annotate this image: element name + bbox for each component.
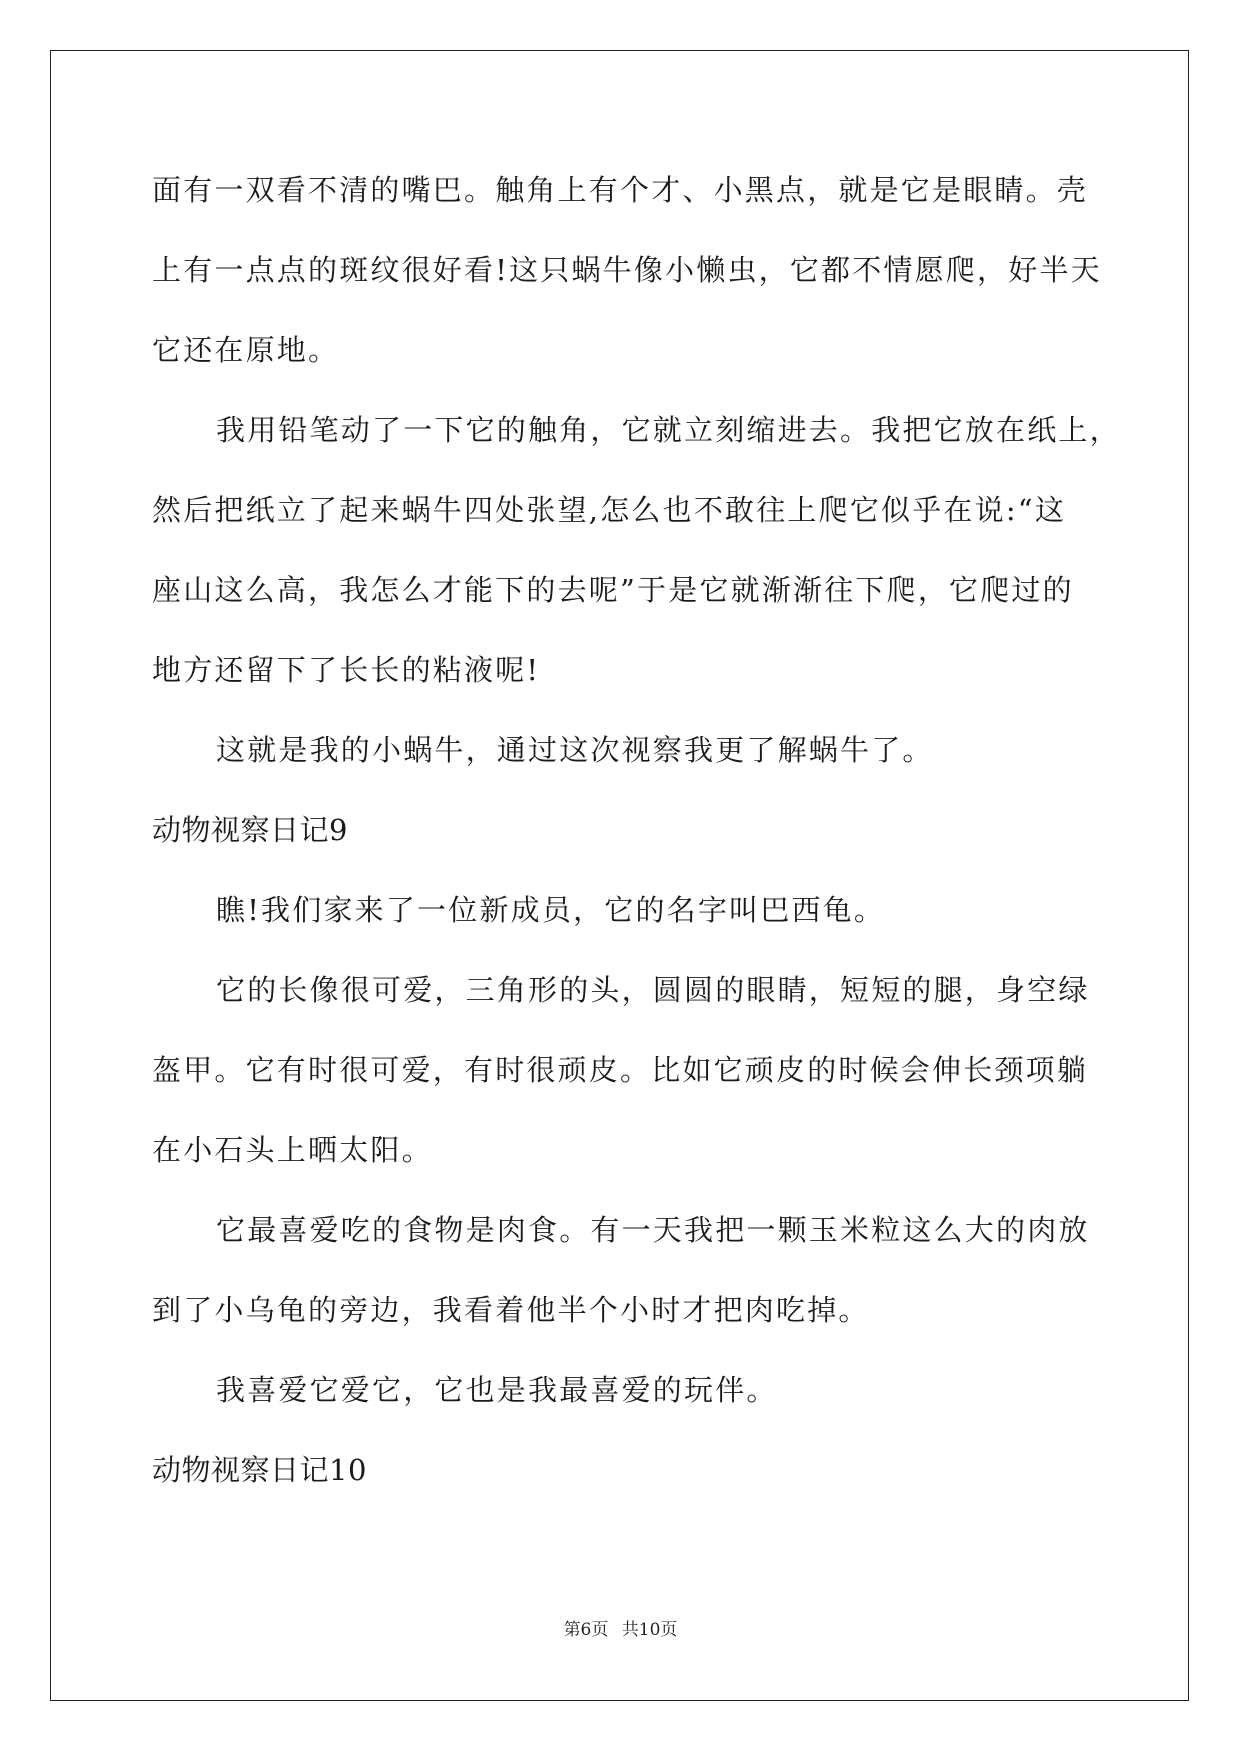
- section-heading: 动物视察日记10: [152, 1453, 367, 1487]
- paragraph-start-line: 我用铅笔动了一下它的触角，它就立刻缩进去。我把它放在纸上，: [216, 413, 1121, 447]
- page-number: 第6页: [563, 1620, 609, 1640]
- body-line: 地方还留下了长长的粘液呢!: [152, 653, 541, 687]
- body-line: 面有一双看不清的嘴巴。触角上有个才、小黑点，就是它是眼睛。壳: [152, 173, 1089, 207]
- body-line: 它还在原地。: [152, 333, 340, 367]
- page-footer: [0, 1618, 1241, 1642]
- paragraph-start-line: 我喜爱它爱它，它也是我最喜爱的玩伴。: [216, 1373, 778, 1407]
- body-line: 上有一点点的斑纹很好看!这只蜗牛像小懒虫，它都不情愿爬，好半天: [152, 253, 1102, 287]
- paragraph-start-line: 这就是我的小蜗牛，通过这次视察我更了解蜗牛了。: [216, 733, 934, 767]
- body-line: 然后把纸立了起来蜗牛四处张望,怎么也不敢往上爬它似乎在说:“这: [152, 493, 1067, 527]
- paragraph-start-line: 瞧!我们家来了一位新成员，它的名字叫巴西龟。: [216, 893, 886, 927]
- paragraph-start-line: 它的长像很可爱，三角形的头，圆圆的眼睛，短短的腿，身空绿: [216, 973, 1090, 1007]
- body-line: 座山这么高，我怎么才能下的去呢”于是它就渐渐往下爬，它爬过的: [152, 573, 1074, 607]
- body-line: 盔甲。它有时很可爱，有时很顽皮。比如它顽皮的时候会伸长颈项躺: [152, 1053, 1089, 1087]
- paragraph-start-line: 它最喜爱吃的食物是肉食。有一天我把一颗玉米粒这么大的肉放: [216, 1213, 1090, 1247]
- section-heading: 动物视察日记9: [152, 813, 348, 847]
- body-line: 在小石头上晒太阳。: [152, 1133, 433, 1167]
- body-line: 到了小乌龟的旁边，我看着他半个小时才把肉吃掉。: [152, 1293, 870, 1327]
- page-total: 共10页: [621, 1620, 678, 1640]
